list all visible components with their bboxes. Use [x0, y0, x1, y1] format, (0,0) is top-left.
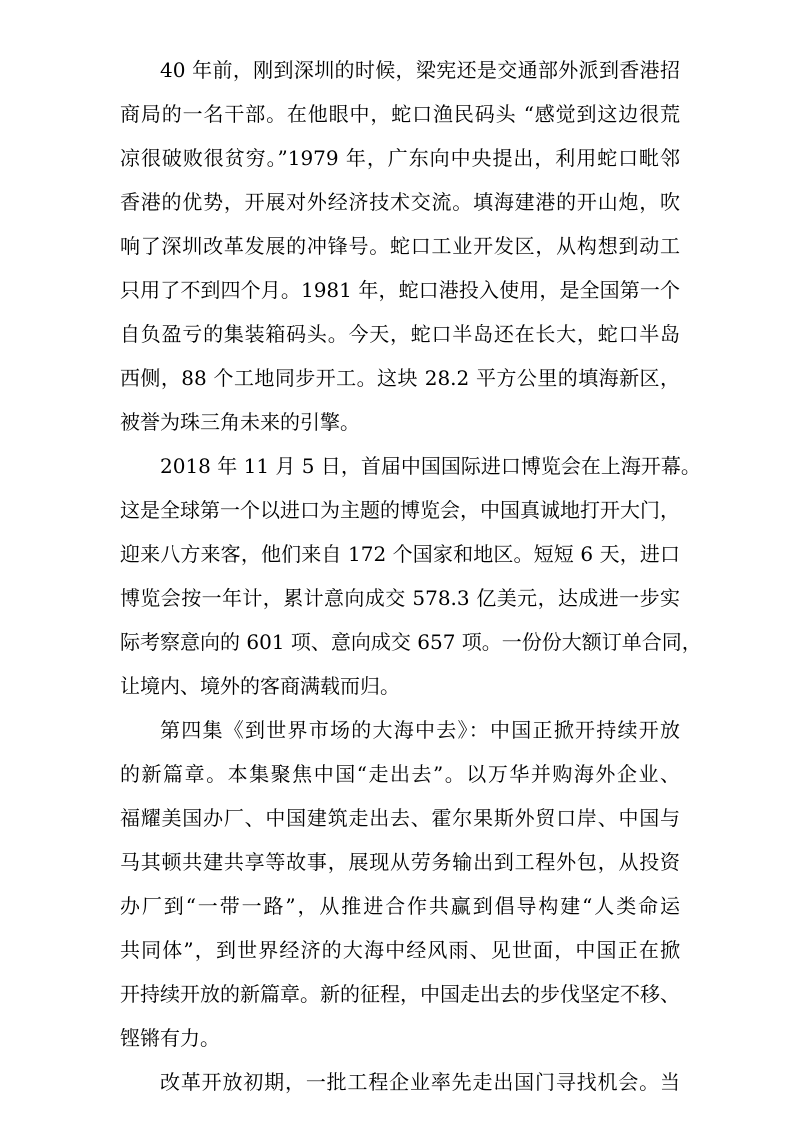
paragraph-line: 2018 年 11 月 5 日，首届中国国际进口博览会在上海开幕。	[160, 454, 701, 478]
paragraph-line: 际考察意向的 601 项、意向成交 657 项。一份份大额订单合同，	[120, 630, 702, 654]
paragraph-line: 马其顿共建共享等故事，展现从劳务输出到工程外包，从投资	[120, 850, 680, 874]
paragraph-line: 开持续开放的新篇章。新的征程，中国走出去的步伐坚定不移、	[120, 982, 680, 1006]
paragraph-line: 只用了不到四个月。1981 年，蛇口港投入使用，是全国第一个	[120, 278, 680, 302]
paragraph-line: 凉很破败很贫穷。”1979 年，广东向中央提出，利用蛇口毗邻	[120, 146, 680, 170]
paragraph-line: 这是全球第一个以进口为主题的博览会，中国真诚地打开大门，	[120, 498, 680, 522]
paragraph-line: 响了深圳改革发展的冲锋号。蛇口工业开发区，从构想到动工	[120, 234, 680, 258]
paragraph-line: 被誉为珠三角未来的引擎。	[120, 410, 360, 434]
paragraph-line: 共同体”，到世界经济的大海中经风雨、见世面，中国正在掀	[120, 938, 680, 962]
paragraph-line: 博览会按一年计，累计意向成交 578.3 亿美元，达成进一步实	[120, 586, 680, 610]
paragraph-line: 西侧，88 个工地同步开工。这块 28.2 平方公里的填海新区，	[120, 366, 680, 390]
paragraph-line: 让境内、境外的客商满载而归。	[120, 674, 400, 698]
paragraph-line: 迎来八方来客，他们来自 172 个国家和地区。短短 6 天，进口	[120, 542, 680, 566]
paragraph-line: 自负盈亏的集装箱码头。今天，蛇口半岛还在长大，蛇口半岛	[120, 322, 680, 346]
paragraph-line: 的新篇章。本集聚焦中国“走出去”。以万华并购海外企业、	[120, 762, 680, 786]
paragraph-line: 改革开放初期，一批工程企业率先走出国门寻找机会。当	[160, 1070, 680, 1094]
paragraph-line: 香港的优势，开展对外经济技术交流。填海建港的开山炮，吹	[120, 190, 680, 214]
paragraph-line: 办厂到“一带一路”，从推进合作共赢到倡导构建“人类命运	[120, 894, 680, 918]
paragraph-line: 福耀美国办厂、中国建筑走出去、霍尔果斯外贸口岸、中国与	[120, 806, 680, 830]
paragraph-line: 第四集《到世界市场的大海中去》：中国正掀开持续开放	[160, 718, 680, 742]
paragraph-line: 40 年前，刚到深圳的时候，梁宪还是交通部外派到香港招	[160, 58, 680, 82]
paragraph-line: 商局的一名干部。在他眼中，蛇口渔民码头 “感觉到这边很荒	[120, 102, 680, 126]
paragraph-line: 铿锵有力。	[120, 1026, 220, 1050]
